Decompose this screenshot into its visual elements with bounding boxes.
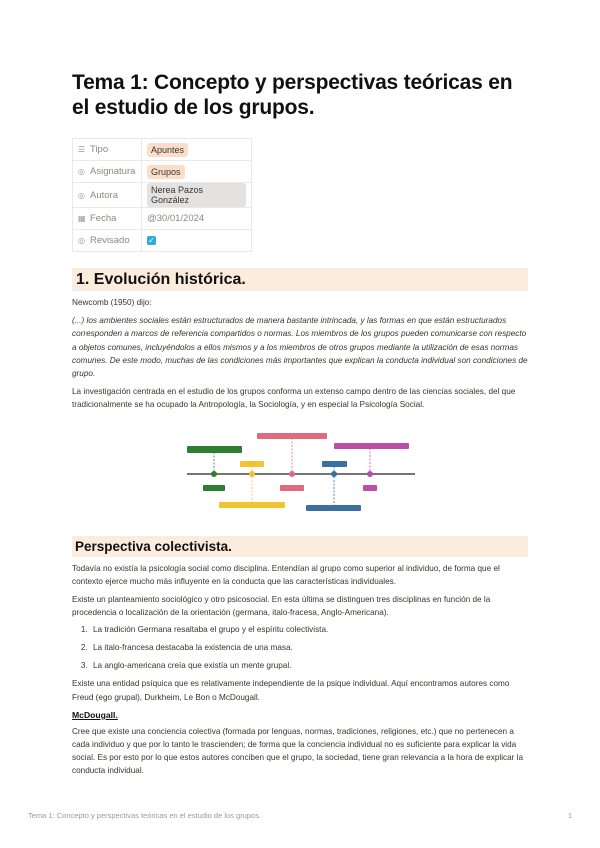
timeline-marker-red xyxy=(289,471,295,477)
newcomb-quote: (...) los ambientes sociales están estructurados de manera bastante intrincada, y las formas en que están estructurados corresponden a marcos de referencia compartidos o normas. Los miembros de los grupos pueden comunicarse con respecto a objetos comunes, incluyéndolos a ellos mismos y a los miembros de otros grupos mediante la utilización de esas normas comunes. De este modo, muchas de las condiciones más importantes que explican la conducta individual son condiciones de grupo. xyxy=(72,316,528,379)
subheading-mcdougall: McDougall. xyxy=(72,709,118,720)
timeline-label-red xyxy=(257,433,327,439)
colectivista-paragraph-1: Todavía no existía la psicología social como disciplina. Entendían al grupo como superior al individuo, de forma que el contexto ejerce mucho más influyente en la conducta que las características individuales. xyxy=(72,563,500,586)
page-footer xyxy=(28,811,572,820)
autora-tag[interactable]: Nerea Pazos González xyxy=(147,183,246,207)
fecha-value[interactable]: @30/01/2024 xyxy=(147,213,205,224)
colectivista-paragraph-3: Existe una entidad psíquica que es relativamente independiente de la psique individual. Aquí encontramos autores como Freud (ego grupal), Durkheim, Le Bon o McDougall. xyxy=(72,679,510,702)
timeline-marker-blue xyxy=(331,471,337,477)
property-row-asignatura[interactable]: ◎ Asignatura Grupos xyxy=(73,161,252,183)
footer-title: Tema 1: Concepto y perspectivas teóricas en el estudio de los grupos. xyxy=(28,811,262,820)
calendar-icon: ▦ xyxy=(78,214,86,223)
timeline-label-purple xyxy=(334,443,409,449)
colectivista-paragraph-2: Existe un planteamiento sociológico y otro psicosocial. En esta última se distinguen tres disciplinas en función de la procedencia o localización de la orientación (germana, italo-fracesa, Anglo-Americana). xyxy=(72,595,491,618)
properties-table xyxy=(72,138,252,252)
page-number: 1 xyxy=(567,811,572,820)
timeline-label-blue xyxy=(322,461,347,467)
tipo-tag[interactable]: Apuntes xyxy=(147,143,188,157)
person-icon: ◎ xyxy=(78,190,85,200)
traditions-list xyxy=(72,623,528,672)
list-item: 1. La tradición Germana resaltaba el grupo y el espíritu colectivista. xyxy=(90,623,528,636)
list-item: 2. La italo-francesa destacaba la existencia de una masa. xyxy=(90,641,528,654)
timeline-svg xyxy=(72,424,528,524)
property-row-autora[interactable]: ◎ Autora Nerea Pazos González xyxy=(73,183,252,208)
property-row-tipo[interactable]: ☰ Tipo Apuntes xyxy=(73,139,252,161)
timeline-date-purple xyxy=(363,485,377,491)
timeline-date-blue xyxy=(306,505,361,511)
list-item: 3. La anglo-americana creía que existía un mente grupal. xyxy=(90,659,528,672)
page-title: Tema 1: Concepto y perspectivas teóricas en el estudio de los grupos. xyxy=(72,71,513,119)
timeline-label-green xyxy=(187,446,242,453)
timeline-label-yellow xyxy=(240,461,264,467)
list-icon: ☰ xyxy=(78,145,86,154)
asignatura-tag[interactable]: Grupos xyxy=(147,165,185,179)
section-heading-colectivista: Perspectiva colectivista. xyxy=(72,536,528,557)
circle-icon: ◎ xyxy=(78,167,85,176)
property-row-revisado[interactable]: ◎ Revisado ✓ xyxy=(73,230,252,252)
document-page xyxy=(72,70,528,778)
property-row-fecha[interactable]: ▦ Fecha @30/01/2024 xyxy=(73,208,252,230)
section-heading-evolucion: 1. Evolución histórica. xyxy=(72,268,528,291)
timeline-marker-purple xyxy=(367,471,373,477)
timeline-date-green xyxy=(203,485,225,491)
timeline-marker-yellow xyxy=(249,471,255,477)
timeline-date-yellow xyxy=(219,502,285,508)
check-circle-icon: ◎ xyxy=(78,236,85,245)
timeline-date-red xyxy=(280,485,304,491)
research-paragraph: La investigación centrada en el estudio de los grupos conforma un extenso campo dentro de las ciencias sociales, del que tradicionalmente se ha ocupado la Antropología, la Sociología, y en especial la Psicología Social. xyxy=(72,387,516,410)
timeline-marker-green xyxy=(211,471,217,477)
timeline-diagram xyxy=(72,424,528,524)
newcomb-intro: Newcomb (1950) dijo: xyxy=(72,298,152,307)
mcdougall-paragraph: Cree que existe una conciencia colectiva (formada por lenguas, normas, tradiciones, religiones, etc.) que no pertenecen a cada individuo y que por lo tanto le trascienden; de forma que la conciencia individual no es suficiente para explicar la vida social. Es por esto por lo que estos autores conciben que el grupo, la sociedad, tiene gran relevancia a la hora de explicar la conducta individual. xyxy=(72,726,524,776)
revisado-checkbox[interactable]: ✓ xyxy=(148,236,155,245)
